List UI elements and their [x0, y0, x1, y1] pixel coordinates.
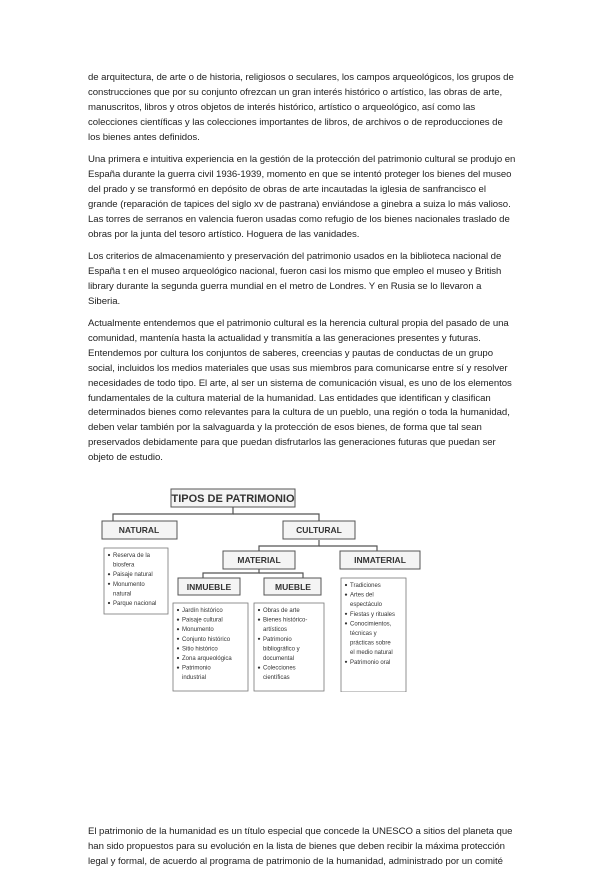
bullet-icon — [258, 609, 260, 611]
diagram-title: TIPOS DE PATRIMONIO — [171, 493, 295, 505]
bullet-icon — [345, 661, 347, 663]
inmueble-list-item: Conjunto histórico — [182, 636, 231, 643]
inmaterial-list-item: el medio natural — [350, 650, 393, 657]
bullet-icon — [177, 628, 179, 630]
inmueble-list-item: Patrimonio — [182, 665, 211, 672]
natural-list-item: Reserva de la — [113, 553, 151, 559]
paragraph-1: de arquitectura, de arte o de historia, religiosos o seculares, los campos arqueológicos, los grupos de construcciones que por su conjunto ofrezcan un gran interés histórico o artístico, las obras de arte, manuscritos, libros y otros objetos de interés histórico, artístico o arqueológico, así como las colecciones científicas y las colecciones importantes de libros, de archivos o de reproducciones de los bienes antes definidos. — [88, 72, 514, 143]
natural-list-item: Paisaje natural — [113, 572, 153, 579]
mueble-list-item: documental — [263, 656, 295, 662]
paragraph-2: Una primera e intuitiva experiencia en la gestión de la protección del patrimonio cultural se produjo en España durante la guerra civil 1936-1939, momento en que se intentó proteger los bienes del museo del prado y se transformó en depósito de obras de arte incautadas la iglesia de sanfrancisco el grande (reparación de tapices del siglo xv de pastrana) enviándose a ginebra a suiza lo más valioso. Las torres de serranos en valencia fueron usadas como refugio de los bienes nacionales traslado de obras por la junta del tesoro artístico. Hoguera de las vanidades. — [88, 154, 516, 240]
inmueble-list-item: Zona arqueológica — [182, 656, 232, 662]
bullet-icon — [177, 619, 179, 621]
bullet-icon — [258, 619, 260, 621]
mueble-list-item: Colecciones — [263, 665, 296, 672]
bullet-icon — [345, 584, 347, 586]
bullet-icon — [108, 602, 110, 604]
bullet-icon — [177, 647, 179, 649]
bullet-icon — [177, 667, 179, 669]
mueble-list-item: bibliográfico y — [263, 646, 300, 653]
inmueble-list-item: Sitio histórico — [182, 646, 218, 653]
inmaterial-list-item: Patrimonio oral — [350, 659, 391, 666]
paragraph-3: Los criterios de almacenamiento y preservación del patrimonio usados en la biblioteca nacional de España t en el museo arqueológico nacional, fueron casi los mismo que empleo el museo y British library durante la segunda guerra mundial en el metro de Londres. Y en Rusia se lo llevaron a Siberia. — [88, 251, 502, 307]
mueble-list-item: Obras de arte — [263, 608, 300, 614]
paragraph-4: Actualmente entendemos que el patrimonio cultural es la herencia cultural propia del pasado de una comunidad, mantenía hasta la actualidad y transmitía a las generaciones presentes y futuras. Entendemos por cultura los conjuntos de saberes, creencias y pautas de conductas de un grupo social, incluidos los medios materiales que usas sus miembros para comunicarse entre sí y resolver necesidades de todo tipo. El arte, al ser un sistema de comunicación visual, es uno de los elementos fundamentales de la cultura material de la humanidad. Las entidades que identifican y clasifican determinados bienes como relevantes para la cultura de un pueblo, una región o toda la humanidad, deben velar también por la salvaguarda y la protección de esos bienes, de forma que tal sean preservados debidamente para que puedan disfrutarlos las generaciones futuras que puedan ser objeto de estudio. — [88, 318, 512, 464]
paragraph-5: El patrimonio de la humanidad es un título especial que concede la UNESCO a sitios del planeta que han sido propuestos para su evolución en la lista de bienes que deben recibir la máxima protección legal y formal, de acuerdo al programa de patrimonio de la humanidad, administrado por un comité — [88, 826, 513, 867]
natural-list-item: Monumento — [113, 581, 145, 588]
material-label: MATERIAL — [237, 555, 281, 565]
bullet-icon — [108, 583, 110, 585]
mueble-list-item: Patrimonio — [263, 636, 292, 643]
inmueble-list-item: industrial — [182, 675, 207, 682]
bullet-icon — [108, 554, 110, 556]
natural-list-item: biosfera — [113, 562, 135, 569]
inmaterial-list-item: Fiestas y rituales — [350, 611, 396, 618]
inmaterial-list-item: Tradiciones — [350, 583, 381, 589]
mueble-list-item: científicas — [263, 675, 290, 682]
mueble-label: MUEBLE — [275, 582, 311, 592]
bullet-icon — [258, 667, 260, 669]
inmueble-list-item: Monumento — [182, 627, 214, 634]
inmaterial-list-item: espectáculo — [350, 602, 383, 609]
cultural-label: CULTURAL — [296, 525, 342, 535]
bullet-icon — [258, 638, 260, 640]
bullet-icon — [108, 573, 110, 575]
natural-list-item: natural — [113, 591, 132, 598]
mueble-list-item: Bienes histórico- — [263, 617, 308, 624]
bullet-icon — [345, 622, 347, 624]
bullet-icon — [177, 657, 179, 659]
bullet-icon — [177, 609, 179, 611]
inmaterial-list-item: Conocimientos, — [350, 621, 392, 628]
inmaterial-label: INMATERIAL — [354, 555, 406, 565]
bullet-icon — [177, 638, 179, 640]
bullet-icon — [345, 613, 347, 615]
natural-label: NATURAL — [118, 525, 160, 535]
inmueble-list-item: Paisaje cultural — [182, 617, 223, 624]
patrimonio-types-diagram — [97, 487, 497, 692]
mueble-list-item: artísticos — [263, 627, 288, 634]
inmaterial-list-item: técnicas y — [350, 631, 377, 637]
inmueble-list-item: Jardín histórico — [182, 608, 223, 614]
bullet-icon — [345, 594, 347, 596]
natural-list-item: Parque nacional — [113, 601, 157, 607]
inmueble-label: INMUEBLE — [186, 582, 232, 592]
inmaterial-list-item: Artes del — [350, 592, 374, 599]
inmaterial-list-item: prácticas sobre — [350, 640, 391, 647]
